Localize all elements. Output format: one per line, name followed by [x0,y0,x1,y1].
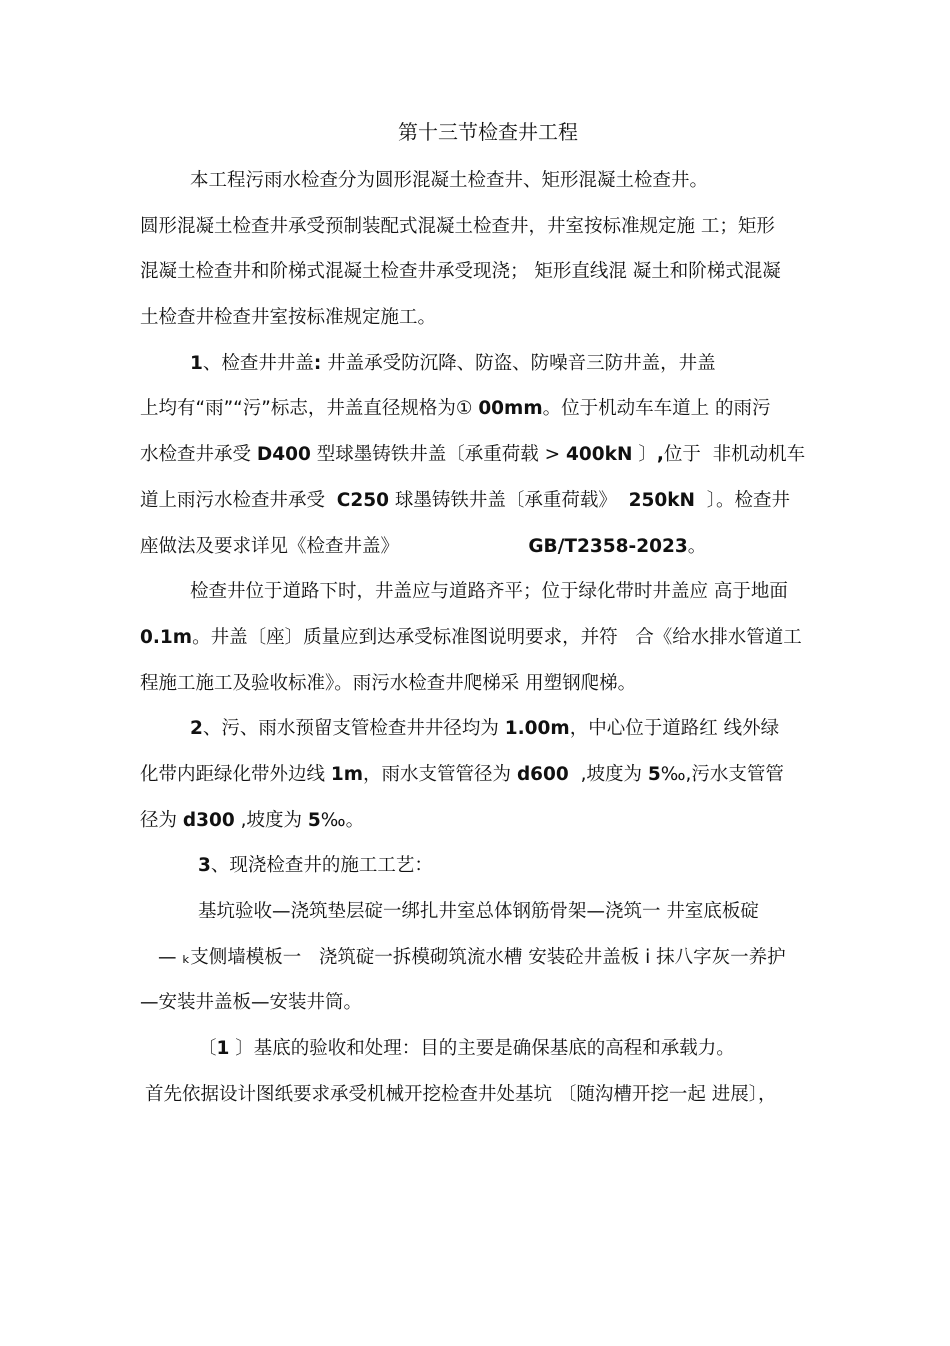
text-line [140,615,840,661]
text-line [140,432,840,478]
text-line [140,661,840,707]
text-run: 〔 [198,1038,217,1060]
document-body [140,158,840,1117]
text-run: 〕。检查井 [695,489,791,511]
text-run: —安装井盖板—安装井筒。 [140,992,363,1014]
bold-text: : [313,352,322,374]
text-line [140,524,840,570]
bold-text: 1m [330,763,364,785]
text-run: 水检查井承受 [140,444,257,466]
text-run: 。井盖〔座〕质量应到达承受标准图说明要求，并符 合《给水排水管道工 [192,626,802,648]
text-run: 土检查井检查井室按标准规定施工。 [140,307,437,329]
text-run: ‰。 [320,809,365,831]
section-title: 第十三节检查井工程 [398,120,578,144]
bold-text: 400kN [566,444,633,466]
text-run: 道上雨污水检查井承受 [140,489,337,511]
text-line [140,341,840,387]
text-line [140,569,840,615]
text-run: 径为 [140,809,183,831]
bold-text: d300 [182,809,235,831]
text-line [140,843,840,889]
text-run: 程施工施工及验收标准》。雨污水检查井爬梯采 用塑钢爬梯。 [140,672,637,694]
text-line [140,1072,840,1118]
bold-text: 2 [190,718,203,740]
text-line [140,249,840,295]
text-run: 位于 非机动机车 [663,444,806,466]
text-run: 井盖承受防沉降、防盗、防噪音三防井盖，井盖 [321,352,716,374]
text-run: 、现浇检查井的施工工艺： [210,855,433,877]
text-line [140,158,840,204]
text-line [140,204,840,250]
bold-text: 0.1m [140,626,193,648]
text-run: 〕 [632,444,657,466]
bold-text: GB/T2358-2023 [528,535,688,557]
text-run: 基坑验收—浇筑垫层碇一绑扎井室总体钢筋骨架—浇筑一 井室底板碇 [198,901,759,922]
bold-text: 5 [307,809,321,831]
text-run: 〕基底的验收和处理：目的主要是确保基底的高程和承载力。 [229,1038,735,1060]
bold-text: C250 [336,489,389,511]
text-run: ‰,污水支管管 [660,763,784,785]
text-line [140,935,840,981]
text-line [140,706,840,752]
text-run: — ₖ支侧墙模板一 浇筑碇一拆模砌筑流水槽 安装砼井盖板 i 抹八字灰一养护 [158,946,786,968]
text-run: ，中心位于道路红 线外绿 [569,718,780,740]
text-run: 、污、雨水预留支管检查井井径均为 [202,718,505,740]
text-run: ,坡度为 [568,763,648,785]
bold-text: 5 [647,763,661,785]
text-line [140,386,840,432]
text-run: 化带内距绿化带外边线 [140,763,331,785]
text-line [140,980,840,1026]
bold-text: 250kN [628,489,696,511]
text-line [140,752,840,798]
text-run: 球墨铸铁井盖〔承重荷载》 [388,489,629,511]
text-line [140,1026,840,1072]
text-run: 。位于机动车车道上 的雨污 [542,398,771,420]
bold-text: 1 [190,352,203,374]
text-run: 圆形混凝土检查井承受预制装配式混凝土检查井，井室按标准规定施 工；矩形 [140,215,775,237]
text-run: 上均有“雨”“污”标志，井盖直径规格为① [140,398,479,420]
text-line [140,478,840,524]
bold-text: 3 [198,855,211,877]
text-run: 检查井位于道路下时，井盖应与道路齐平；位于绿化带时井盖应 高于地面 [190,581,788,603]
text-line [140,798,840,844]
bold-text: 00mm [478,398,543,420]
text-run: 、检查井井盖 [202,352,314,374]
bold-text: 1 [216,1038,230,1060]
text-line [140,889,840,935]
text-run: 座做法及要求详见《检查井盖》 [140,535,529,557]
text-run: ，雨水支管管径为 [363,763,517,785]
text-run: 型球墨铸铁井盖〔承重荷载 > [310,444,567,466]
text-run: 首先依据设计图纸要求承受机械开挖检查井处基坑 〔随沟槽开挖一起 进展〕， [145,1083,777,1105]
text-run: 本工程污雨水检查分为圆形混凝土检查井、矩形混凝土检查井。 [190,170,709,191]
text-line [140,295,840,341]
bold-text: 1.00m [504,718,570,740]
bold-text: , [656,444,664,466]
text-run: 。 [687,535,707,557]
text-run: ,坡度为 [234,809,308,831]
text-run: 混凝土检查井和阶梯式混凝土检查井承受现浇； 矩形直线混 凝土和阶梯式混凝 [140,261,781,283]
bold-text: d600 [516,763,569,785]
bold-text: D400 [256,444,311,466]
